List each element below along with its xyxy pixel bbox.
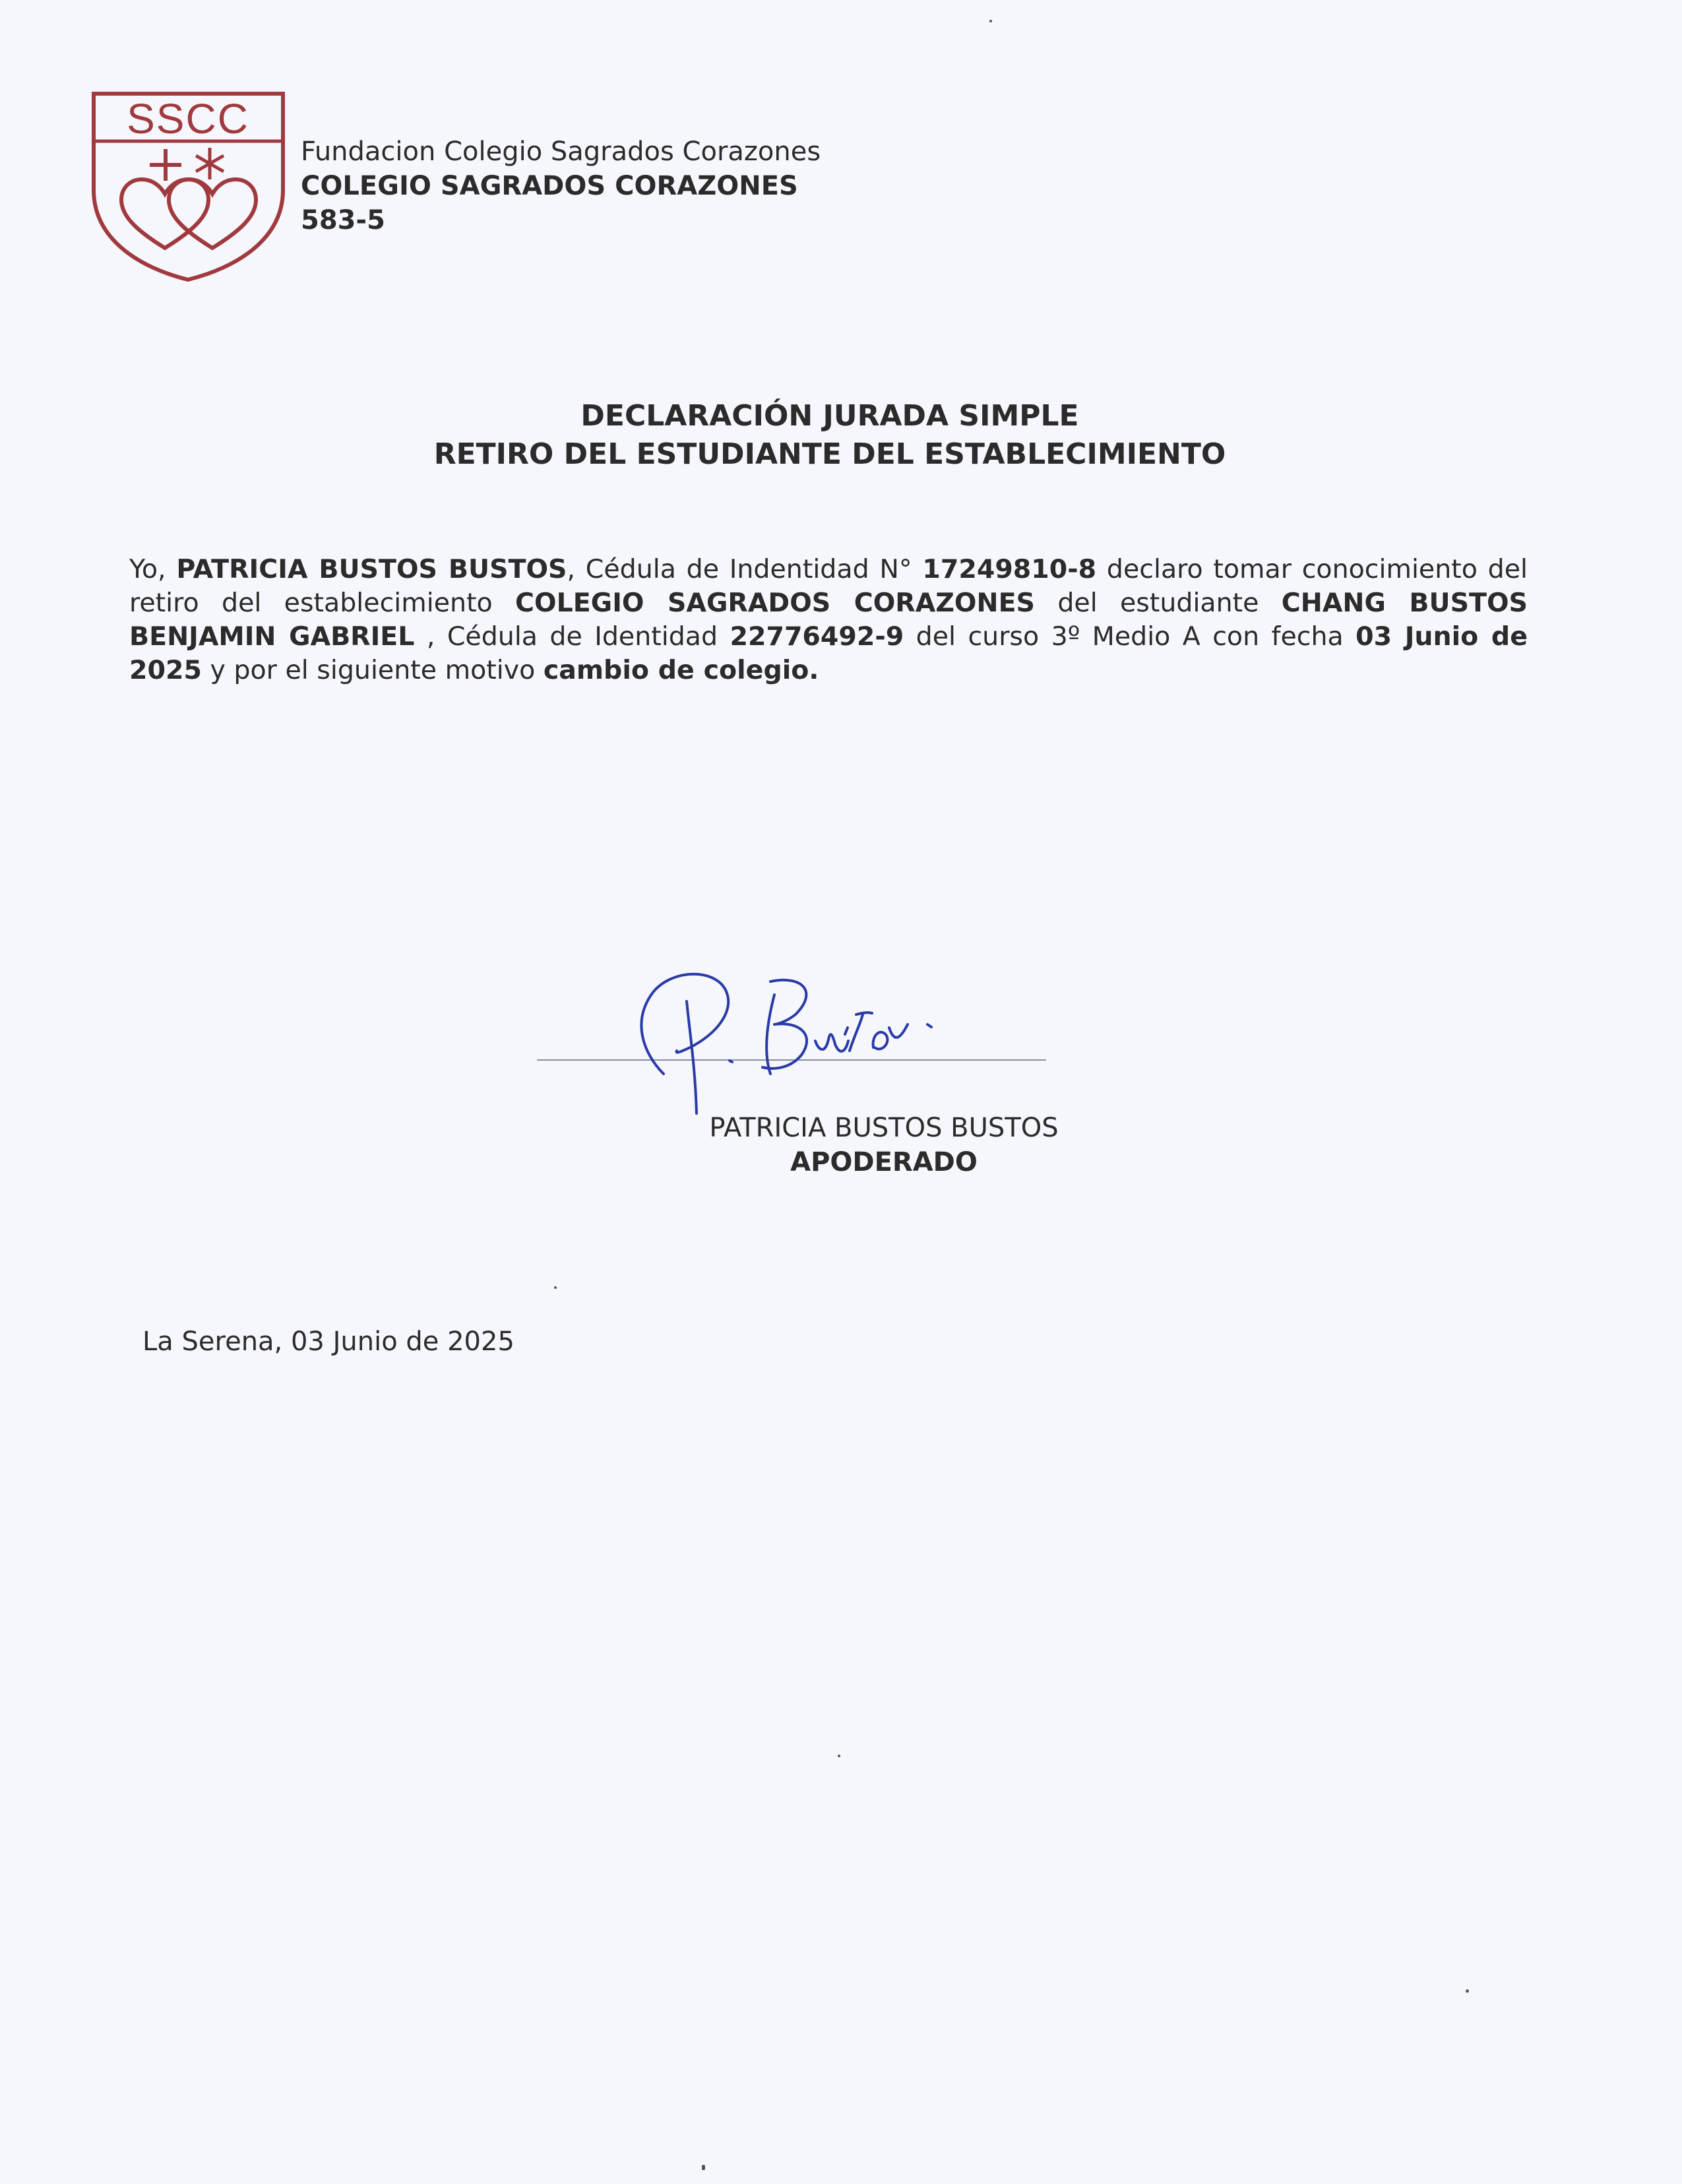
sscc-logo bbox=[91, 91, 286, 282]
declarant-id: 17249810-8 bbox=[922, 554, 1097, 584]
scan-speck bbox=[554, 1286, 557, 1289]
body-text: del estudiante bbox=[1035, 588, 1282, 618]
handwritten-signature bbox=[617, 962, 1040, 1127]
letterhead bbox=[301, 135, 1092, 237]
school-name-inline: COLEGIO SAGRADOS CORAZONES bbox=[515, 588, 1035, 618]
foundation-name: Fundacion Colegio Sagrados Corazones bbox=[301, 137, 821, 167]
withdrawal-date: 03 Junio de 2025 bbox=[129, 621, 1528, 685]
scan-speck bbox=[1466, 1989, 1469, 1993]
body-text: , Cédula de Indentidad N° bbox=[567, 554, 923, 584]
body-text: , Cédula de Identidad bbox=[414, 621, 730, 652]
school-code: 583-5 bbox=[301, 205, 385, 235]
body-text: declaro tomar conocimiento del retiro del establecimiento bbox=[129, 554, 1528, 618]
declaration-paragraph bbox=[129, 553, 1528, 687]
body-text: del curso 3º Medio A con fecha bbox=[904, 621, 1356, 652]
title-line-2: RETIRO DEL ESTUDIANTE DEL ESTABLECIMIENTO bbox=[433, 437, 1226, 471]
scan-speck bbox=[838, 1755, 840, 1757]
declarant-name: PATRICIA BUSTOS BUSTOS bbox=[176, 554, 567, 584]
withdrawal-reason: cambio de colegio. bbox=[543, 655, 819, 685]
logo-text: SSCC bbox=[127, 95, 249, 142]
signer-role: APODERADO bbox=[790, 1147, 978, 1177]
signer-name: PATRICIA BUSTOS BUSTOS bbox=[709, 1113, 1059, 1143]
school-name: COLEGIO SAGRADOS CORAZONES bbox=[301, 171, 798, 201]
document-title bbox=[0, 397, 1660, 474]
scan-speck bbox=[702, 2165, 705, 2170]
signature-image bbox=[617, 962, 1040, 1127]
sscc-shield-icon bbox=[91, 91, 286, 282]
place-and-date: La Serena, 03 Junio de 2025 bbox=[142, 1326, 514, 1357]
body-text: Yo, bbox=[129, 554, 177, 584]
body-text: y por el siguiente motivo bbox=[201, 655, 544, 685]
student-name: CHANG BUSTOS BENJAMIN GABRIEL bbox=[129, 588, 1528, 652]
student-id: 22776492-9 bbox=[730, 621, 904, 652]
title-line-1: DECLARACIÓN JURADA SIMPLE bbox=[580, 399, 1079, 433]
scan-speck bbox=[989, 20, 992, 22]
signer-block bbox=[0, 1111, 1682, 1179]
